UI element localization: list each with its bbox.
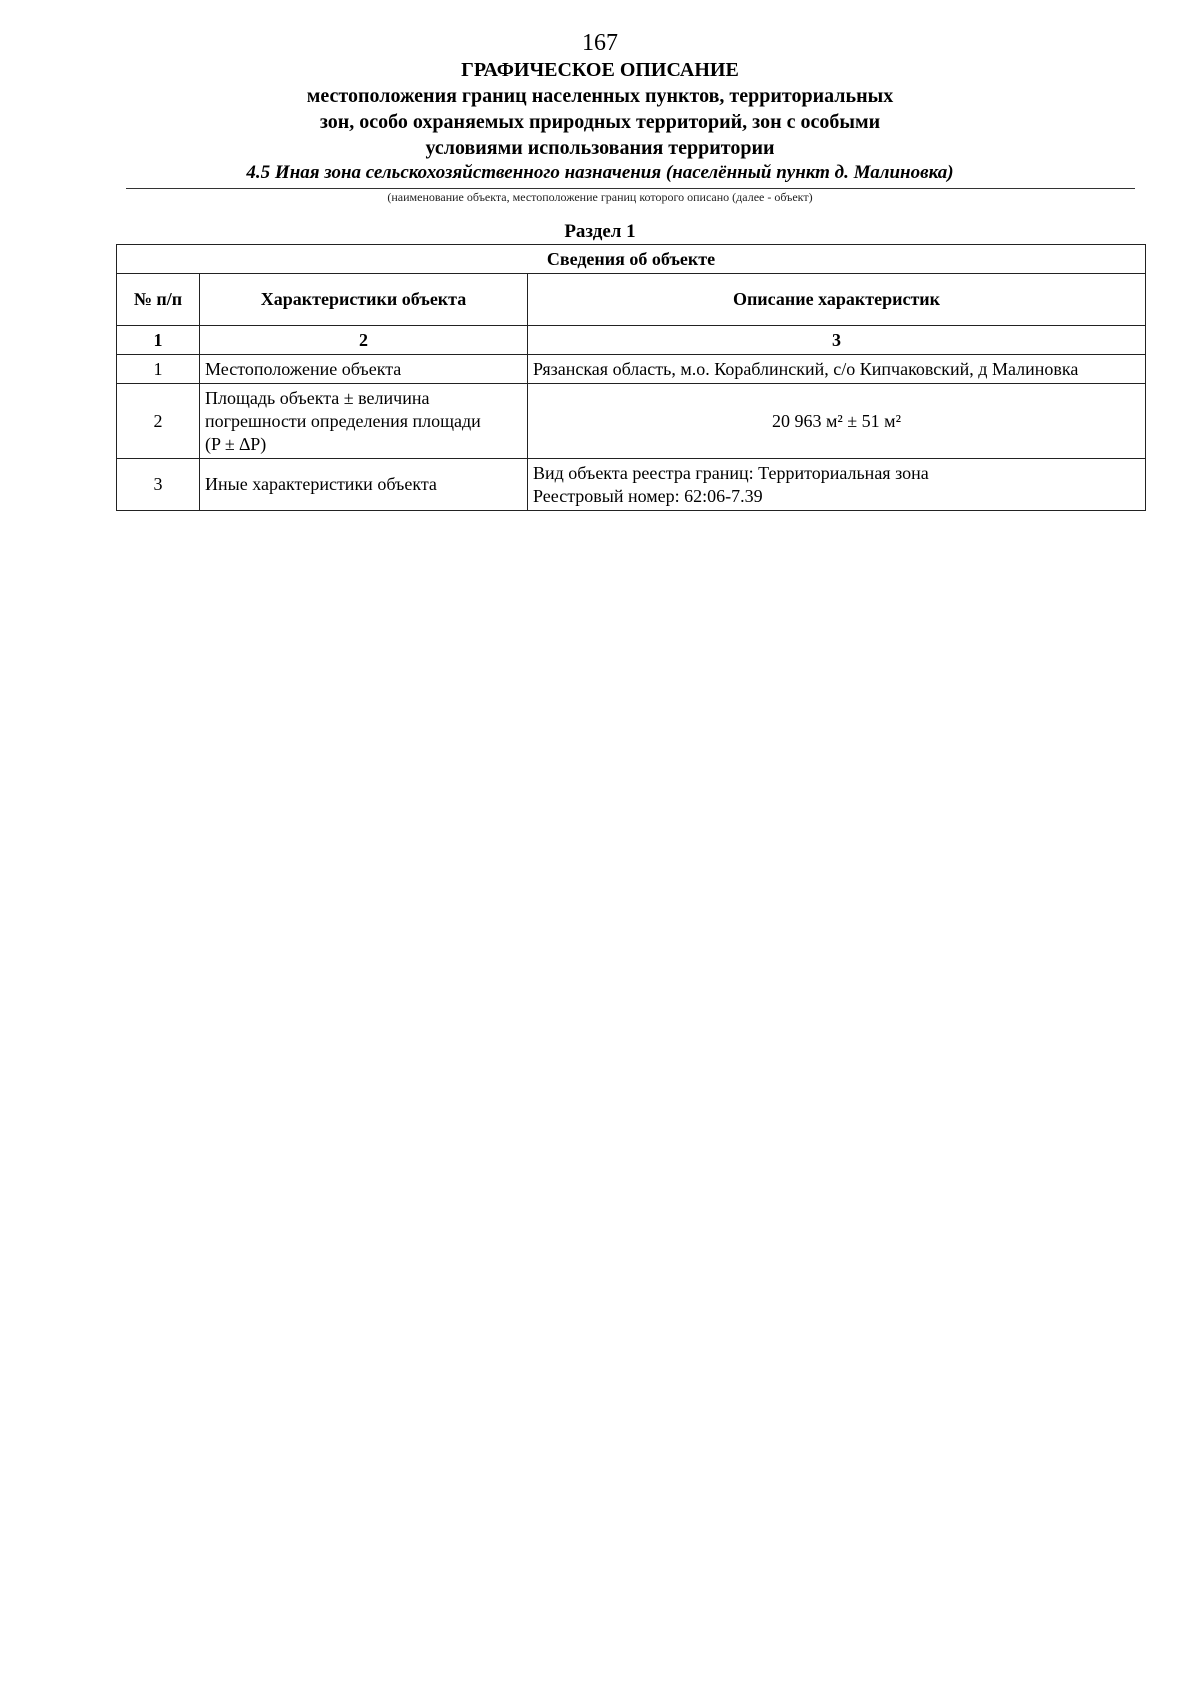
document-title: ГРАФИЧЕСКОЕ ОПИСАНИЕ [461,59,739,81]
row-description [528,459,1146,511]
table-header-row [117,274,1146,326]
cell-line: Реестровый номер: 62:06-7.39 [533,485,763,506]
cell-line: Рязанская область, м.о. Кораблинский, с/о Кипчаковский, д Малиновка [533,358,1079,379]
cell-line: Вид объекта реестра границ: Территориальная зона [533,462,929,483]
subtitle-line: зон, особо охраняемых природных территорий, зон с особыми [319,111,881,133]
column-number: 2 [200,326,528,355]
header-number: № п/п [117,274,200,326]
column-number: 1 [117,326,200,355]
cell-line: 20 963 м² ± 51 м² [772,410,901,431]
row-number: 1 [117,355,200,384]
row-characteristic [200,384,528,459]
table-row [117,355,1146,384]
table-caption-row [117,245,1146,274]
cell-line: Иные характеристики объекта [205,474,437,494]
column-number: 3 [528,326,1146,355]
underline-divider [126,188,1135,189]
section-title: Раздел 1 [564,221,636,242]
cell-line: погрешности определения площади [205,410,481,431]
object-info-table [116,244,1146,511]
cell-line: (P ± ∆P) [205,433,267,454]
table-row [117,459,1146,511]
row-number: 2 [117,384,200,459]
document-subtitle [0,83,1200,161]
subtitle-line: местоположения границ населенных пунктов, территориальных [306,85,894,107]
object-name: 4.5 Иная зона сельскохозяйственного назначения (населённый пункт д. Малиновка) [246,162,954,183]
column-number-row [117,326,1146,355]
header-description: Описание характеристик [528,274,1146,326]
table-caption: Сведения об объекте [117,245,1146,274]
header-characteristic: Характеристики объекта [200,274,528,326]
row-characteristic [200,459,528,511]
row-characteristic [200,355,528,384]
table-row [117,384,1146,459]
row-number: 3 [117,459,200,511]
object-name-caption: (наименование объекта, местоположение границ которого описано (далее - объект) [387,190,813,204]
row-description [528,355,1146,384]
cell-line: Площадь объекта ± величина [205,387,430,408]
subtitle-line: условиями использования территории [425,137,775,159]
cell-line: Местоположение объекта [205,358,402,379]
page-number: 167 [582,30,618,56]
row-description [528,384,1146,459]
